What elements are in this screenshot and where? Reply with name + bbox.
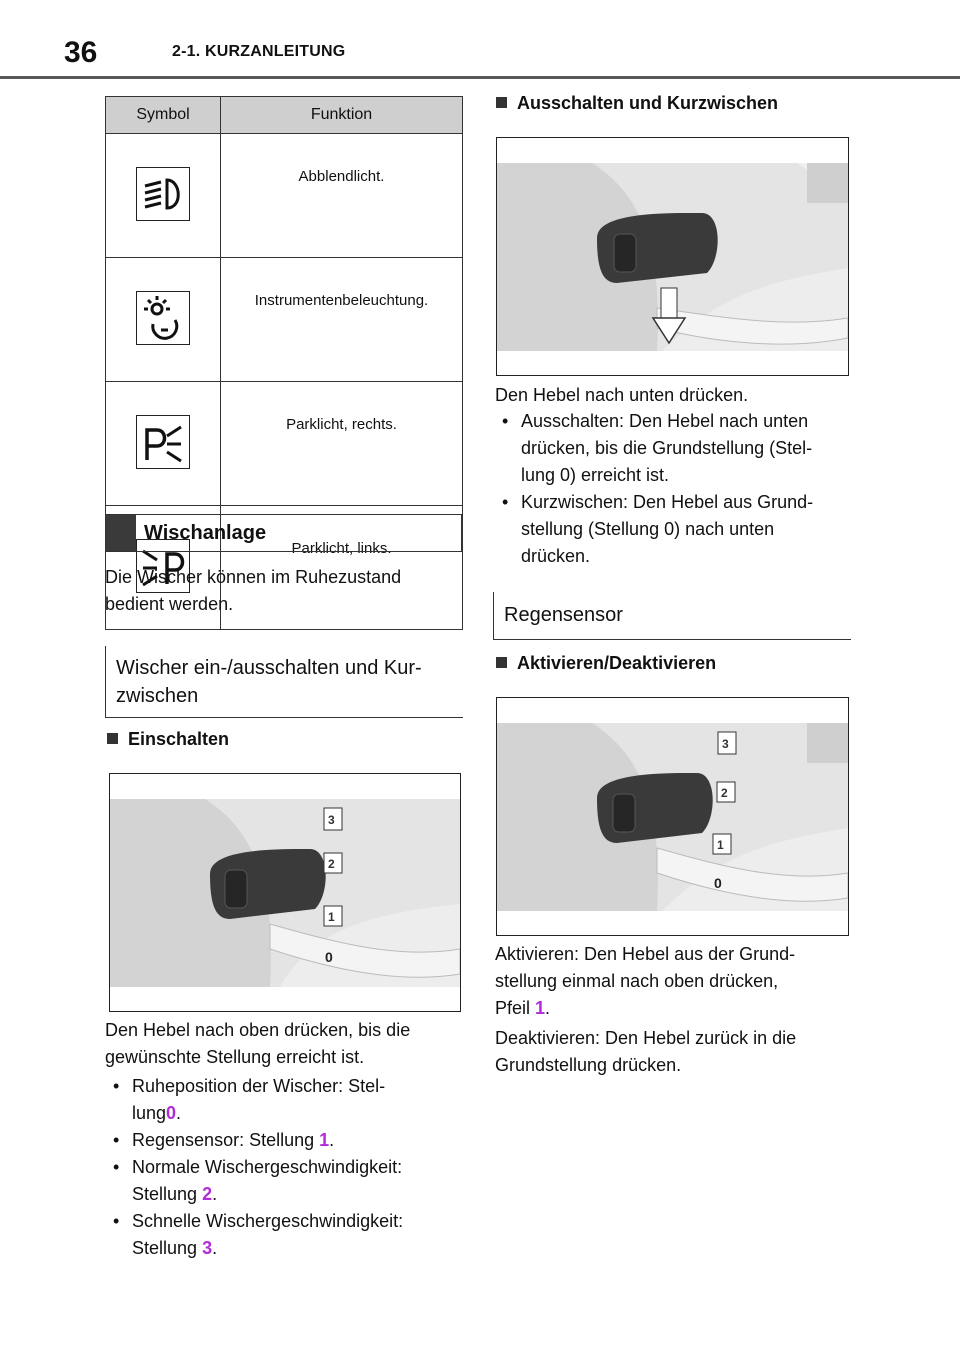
chapter-title: 2-1. KURZANLEITUNG [172, 43, 346, 60]
function-cell: Parklicht, links. [221, 506, 463, 630]
section-heading-wischanlage [105, 514, 462, 552]
header-rule [0, 76, 960, 79]
page-number: 36 [64, 36, 98, 69]
intro-paragraph [105, 564, 465, 618]
einschalten-description: Den Hebel nach oben drücken, bis die gewünschte Stellung erreicht ist. [105, 1020, 411, 1067]
diagram-label-2: 2 [328, 857, 335, 871]
low-beam-icon [136, 167, 190, 221]
function-cell: Abblendlicht. [221, 134, 463, 258]
subsection-title-line: zwischen [116, 685, 199, 707]
column-header-symbol: Symbol [106, 97, 221, 134]
diagram-label-3: 3 [328, 813, 335, 827]
table-row [106, 134, 463, 258]
table-row [106, 382, 463, 506]
bullet-list-einschalten [113, 1073, 463, 1262]
instrument-lighting-icon [136, 291, 190, 345]
subheading-aktivieren: Aktivieren/Deaktivieren [496, 653, 716, 674]
section-bar [106, 515, 136, 551]
diagram-label-1: 1 [717, 838, 724, 852]
diagram-aktivieren [496, 697, 849, 936]
subsection-title-line: Wischer ein-/ausschalten und Kur- [116, 657, 422, 679]
function-cell: Parklicht, rechts. [221, 382, 463, 506]
intro-line: bedient werden. [105, 594, 234, 614]
deaktivieren-paragraph: Deaktivieren: Den Hebel zurück in die Grundstellung drücken. [495, 1028, 797, 1075]
list-item: • Kurzwischen: Den Hebel aus Grund- stellung (Stellung 0) nach unten drücken. [502, 492, 814, 566]
diagram-label-3: 3 [722, 737, 729, 751]
ausschalten-description: Den Hebel nach unten drücken. [495, 385, 749, 405]
subsection-heading-wischer [105, 646, 463, 718]
diagram-ausschalten [496, 137, 849, 376]
column-header-function: Funktion [221, 97, 463, 134]
bullet-list-ausschalten [502, 408, 852, 570]
table-row [106, 258, 463, 382]
square-bullet-icon [496, 97, 507, 108]
diagram-label-0: 0 [714, 875, 722, 891]
parking-light-right-icon [136, 415, 190, 469]
intro-line: Die Wischer können im Ruhezustand [105, 567, 402, 587]
diagram-label-1: 1 [328, 910, 335, 924]
function-cell: Instrumentenbeleuchtung. [221, 258, 463, 382]
aktivieren-paragraph: Aktivieren: Den Hebel aus der Grund- stellung einmal nach oben drücken, Pfeil 1. [495, 944, 796, 1018]
section-heading-regensensor: Regensensor [493, 592, 851, 640]
section-title: Wischanlage [144, 522, 267, 544]
table-header-row [106, 97, 463, 134]
diagram-label-2: 2 [721, 786, 728, 800]
list-item: • Regensensor: Stellung 1. [113, 1130, 335, 1150]
square-bullet-icon [496, 657, 507, 668]
list-item: • Ruheposition der Wischer: Stel- lung0. [113, 1076, 386, 1123]
list-item: • Ausschalten: Den Hebel nach unten drücken, bis die Grundstellung (Stel- lung 0) erreicht ist. [502, 411, 813, 485]
diagram-label-0: 0 [325, 949, 333, 965]
list-item: • Normale Wischergeschwindigkeit: Stellung 2. [113, 1157, 403, 1204]
subheading-ausschalten: Ausschalten und Kurzwischen [496, 93, 778, 114]
subheading-einschalten: Einschalten [107, 729, 229, 750]
list-item: • Schnelle Wischergeschwindigkeit: Stellung 3. [113, 1211, 404, 1258]
square-bullet-icon [107, 733, 118, 744]
diagram-einschalten [109, 773, 461, 1012]
